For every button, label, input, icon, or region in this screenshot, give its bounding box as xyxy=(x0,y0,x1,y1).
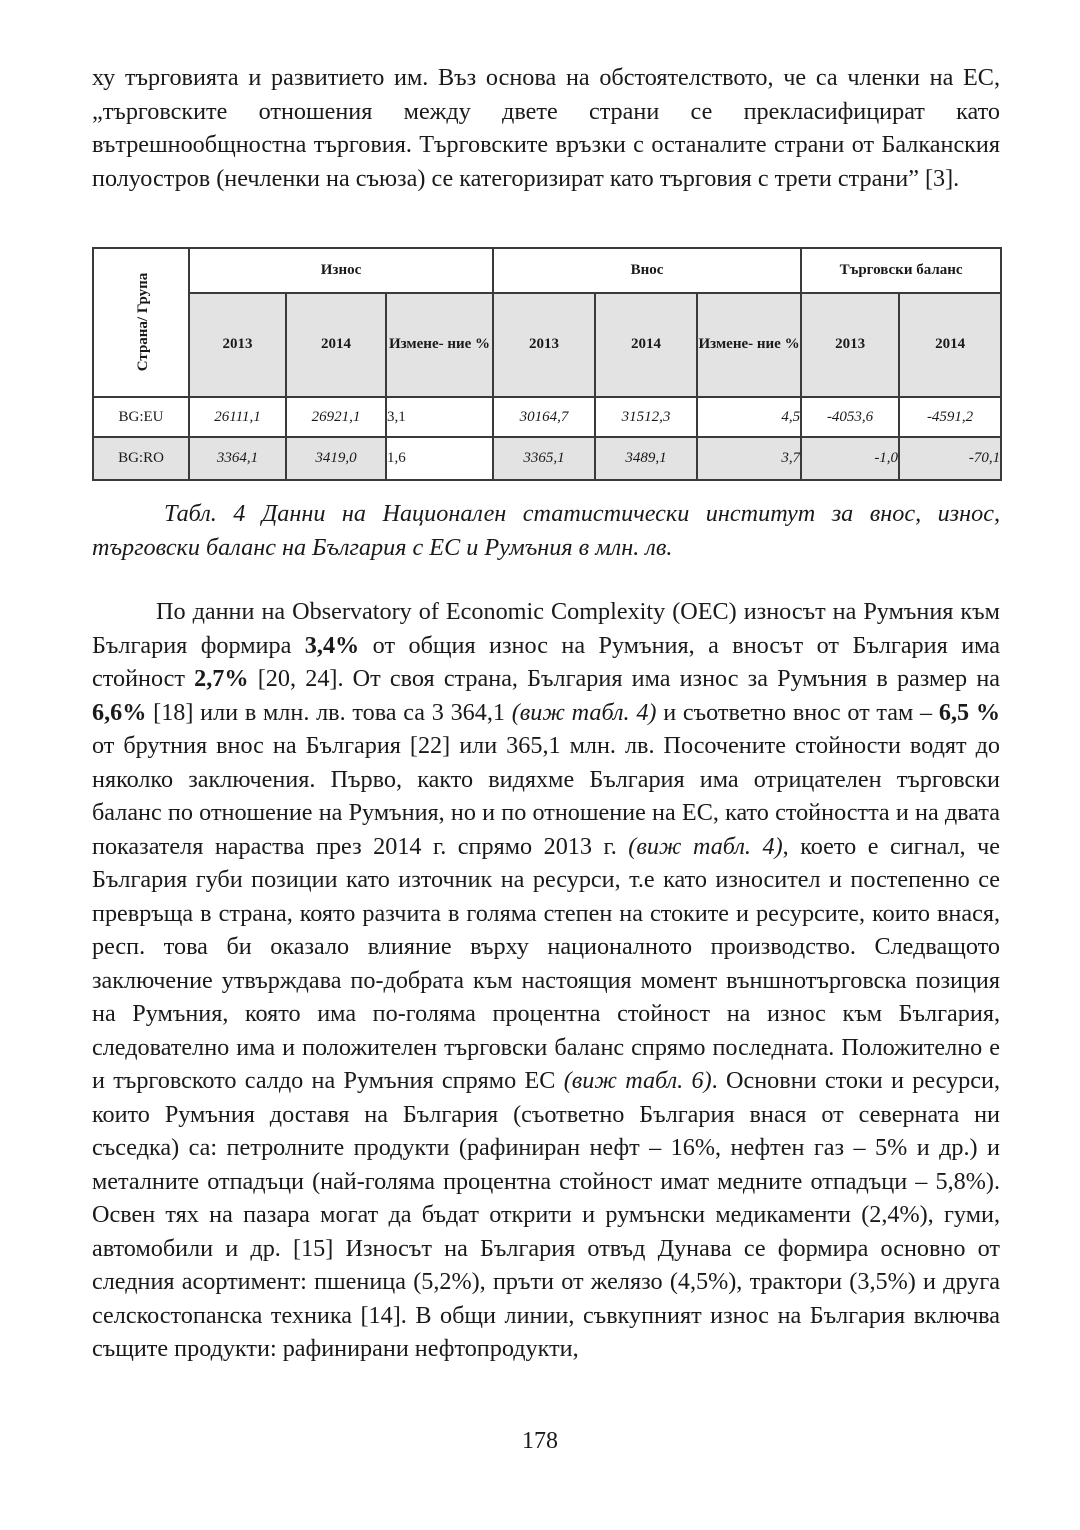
table-caption: Табл. 4 Данни на Национален статистически институт за внос, износ, търговски баланс на България с ЕС и Румъния в млн. лв. xyxy=(92,500,1000,561)
group-header-import: Внос xyxy=(493,248,801,293)
text-run: от общия износ на Румъния, а вносът от България има стойност xyxy=(92,631,1001,692)
table-cell: 26111,1 xyxy=(189,397,286,437)
table-reference: (виж табл. 4) xyxy=(628,832,783,860)
table-cell: 3,1 xyxy=(386,397,493,437)
text-run: от брутния внос на България [22] или 365,1 млн. лв. Посочените стойности водят до няколко заключения. Първо, както видяхме България има отрицателен търговски баланс по отношение на Румъния, но и по отношение на ЕС, като стойността и на двата показателя нараства през 2014 г. спрямо 2013 г. xyxy=(92,732,1000,860)
table-cell: 3365,1 xyxy=(493,437,595,480)
column-header: Измене- ние % xyxy=(386,293,493,397)
paragraph-top: ху търговията и развитието им. Въз основа на обстоятелството, че са членки на ЕС, „търговските отношения между двете страни се прекласифицират като вътрешнообщностна търговия. Търговските връзки с останалите страни от Балканския полуостров (нечленки на съюза) се категоризират като търговия с трети страни” [3]. xyxy=(92,64,1000,192)
page-number: 178 xyxy=(522,1428,558,1454)
bold-value: 6,5 % xyxy=(938,698,1001,726)
table-cell: -4053,6 xyxy=(801,397,899,437)
bold-value: 6,6% xyxy=(92,698,147,726)
paragraph-main xyxy=(92,595,1000,1366)
column-header: 2013 xyxy=(493,293,595,397)
table-cell: 3489,1 xyxy=(595,437,697,480)
table-cell: -1,0 xyxy=(801,437,899,480)
table-cell: 26921,1 xyxy=(286,397,386,437)
trade-table xyxy=(92,247,1002,481)
column-header: 2014 xyxy=(899,293,1001,397)
bold-value: 2,7% xyxy=(194,665,249,692)
row-label: BG:EU xyxy=(93,397,189,437)
table-cell: -4591,2 xyxy=(899,397,1001,437)
text-run: [18] или в млн. лв. това са 3 364,1 xyxy=(146,698,512,726)
column-header: 2014 xyxy=(595,293,697,397)
table-cell: 31512,3 xyxy=(595,397,697,437)
column-header: 2013 xyxy=(801,293,899,397)
table-cell: 4,5 xyxy=(697,397,801,437)
table-cell: -70,1 xyxy=(899,437,1001,480)
text-run: и съответно внос от там – xyxy=(656,698,939,726)
table-cell: 30164,7 xyxy=(493,397,595,437)
table-row xyxy=(93,397,1001,437)
row-label: BG:RO xyxy=(93,437,189,480)
table-cell: 3419,0 xyxy=(286,437,386,480)
table-cell: 3364,1 xyxy=(189,437,286,480)
bold-value: 3,4% xyxy=(304,631,360,659)
table-cell: 3,7 xyxy=(697,437,801,480)
group-header-export: Износ xyxy=(189,248,493,293)
text-run: [20, 24]. От своя страна, България има износ за Румъния в размер на xyxy=(248,665,1000,692)
table-reference: (виж табл. 4) xyxy=(511,698,657,726)
column-header: 2014 xyxy=(286,293,386,397)
column-header: Измене- ние % xyxy=(697,293,801,397)
column-header: 2013 xyxy=(189,293,286,397)
table-reference: (виж табл. 6) xyxy=(563,1067,712,1094)
text-run: , което е сигнал, че България губи позиции като източник на ресурси, т.е като износител и постепенно се превръща в страна, която разчита в голяма степен на стоките и ресурсите, които внася, респ. това би оказало влияние върху националното производство. Следващото заключение утвърждава по-добрата към настоящия момент външнотърговска позиция на Румъния, която има по-голяма процентна стойност на износ към България, следователно има и положителен търговски баланс спрямо последната. Положително е и търговското салдо на Румъния спрямо ЕС xyxy=(92,832,1001,1094)
group-header-balance: Търговски баланс xyxy=(801,248,1001,293)
corner-label: Страна/ Група xyxy=(135,273,152,372)
text-run: По данни на Observatory of Economic Complexity (OEC) износът на Румъния към България формира xyxy=(92,598,1000,659)
corner-header xyxy=(93,248,189,397)
table-cell: 1,6 xyxy=(386,437,493,480)
table-row xyxy=(93,437,1001,480)
text-run: . Основни стоки и ресурси, които Румъния доставя на България (съответно България внася от северната ни съседка) са: петролните продукти (рафиниран нефт – 16%, нефтен газ – 5% и др.) и металните отпадъци (най-голяма процентна стойност имат медните отпадъци – 5,8%). Освен тях на пазара могат да бъдат открити и румънски медикаменти (2,4%), гуми, автомобили и др. [15] Износът на България отвъд Дунава се формира основно от следния асортимент: пшеница (5,2%), пръти от желязо (4,5%), трактори (3,5%) и друга селскостопанска техника [14]. В общи линии, съвкупният износ на България включва същите продукти: рафинирани нефтопродукти, xyxy=(92,1067,1000,1362)
